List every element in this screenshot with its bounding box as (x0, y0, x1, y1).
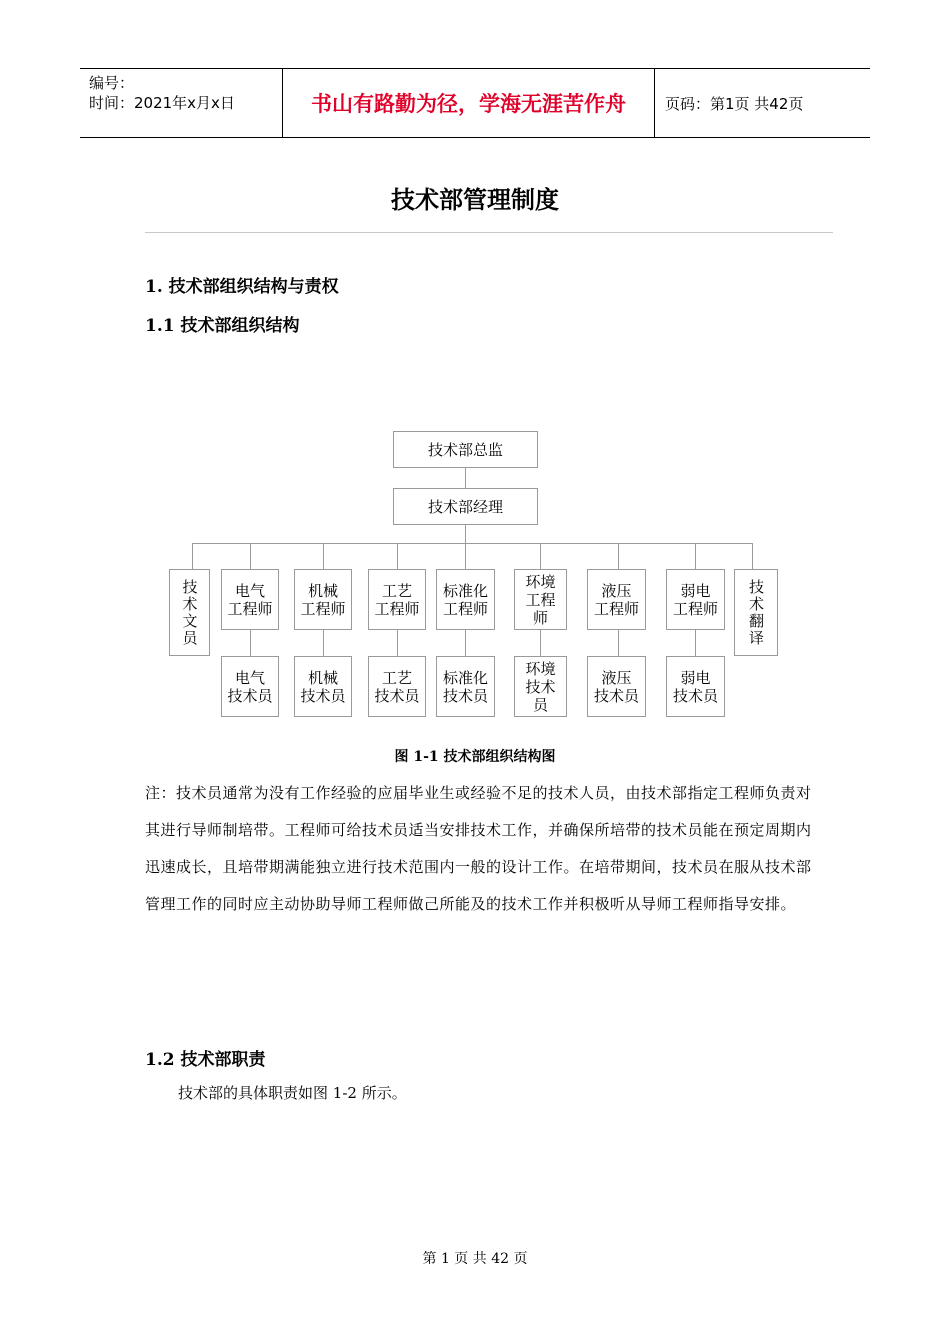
page-footer: 第 1 页 共 42 页 (422, 1251, 528, 1267)
org-engineer-box: 标准化 工程师 (436, 569, 495, 630)
figure-caption: 图 1-1 技术部组织结构图 (394, 749, 556, 765)
connector-eng-6 (618, 543, 619, 569)
org-engineer-box: 工艺 工程师 (368, 569, 426, 630)
org-engineer-box: 环境 工程 师 (514, 569, 567, 630)
section-1-1-heading: 1.1 技术部组织结构 (145, 316, 300, 336)
org-engineer-box: 机械 工程师 (294, 569, 352, 630)
header-page-info: 页码：第1页 共42页 (665, 94, 804, 113)
section-1-heading: 1. 技术部组织结构与责权 (145, 277, 339, 297)
connector-tech-7 (695, 630, 696, 656)
org-technician-box: 标准化 技术员 (436, 656, 495, 717)
org-manager-box: 技术部经理 (393, 488, 538, 525)
org-translator-label: 技术翻译 (747, 578, 765, 647)
org-technician-box: 液压 技术员 (587, 656, 646, 717)
header-meta (80, 69, 282, 137)
org-clerk-label: 技术文员 (180, 578, 199, 647)
org-technician-box: 机械 技术员 (294, 656, 352, 717)
date-label: 时间：2021年x月x日 (89, 94, 235, 112)
code-label: 编号： (89, 74, 135, 92)
connector-tech-5 (540, 630, 541, 656)
org-technician-box: 电气 技术员 (221, 656, 279, 717)
header-motto: 书山有路勤为径，学海无涯苦作舟 (282, 69, 655, 137)
connector-tech-1 (250, 630, 251, 656)
connector-eng-5 (540, 543, 541, 569)
org-technician-box: 环境 技术 员 (514, 656, 567, 717)
connector-tech-3 (397, 630, 398, 656)
connector-manager-bus (465, 525, 466, 543)
org-technician-box: 弱电 技术员 (666, 656, 725, 717)
connector-tech-6 (618, 630, 619, 656)
org-director-box: 技术部总监 (393, 431, 538, 468)
org-engineer-box: 弱电 工程师 (666, 569, 725, 630)
connector-clerk (192, 543, 193, 569)
note-paragraph: 注：技术员通常为没有工作经验的应届毕业生或经验不足的技术人员，由技术部指定工程师负责对其进行导师制培带。工程师可给技术员适当安排技术工作，并确保所培带的技术员能在预定周期内迅速成长，且培带期满能独立进行技术范围内一般的设计工作。在培带期间，技术员在服从技术部管理工作的同时应主动协助导师工程师做己所能及的技术工作并积极听从导师工程师指导安排。 (145, 784, 812, 913)
org-translator-box (734, 569, 778, 656)
section-1-2-heading: 1.2 技术部职责 (145, 1050, 266, 1070)
connector-tech-4 (465, 630, 466, 656)
connector-eng-7 (695, 543, 696, 569)
title-divider (145, 232, 833, 233)
org-clerk-box (169, 569, 210, 656)
org-engineer-box: 液压 工程师 (587, 569, 646, 630)
connector-director-manager (465, 468, 466, 488)
connector-eng-1 (250, 543, 251, 569)
document-title: 技术部管理制度 (391, 186, 559, 214)
connector-tech-2 (323, 630, 324, 656)
connector-horizontal-bus (192, 543, 752, 544)
org-engineer-box: 电气 工程师 (221, 569, 279, 630)
connector-eng-2 (323, 543, 324, 569)
section-1-2-text: 技术部的具体职责如图 1-2 所示。 (178, 1084, 407, 1102)
page-header (80, 68, 870, 138)
connector-eng-3 (397, 543, 398, 569)
org-technician-box: 工艺 技术员 (368, 656, 426, 717)
connector-eng-4 (465, 543, 466, 569)
connector-translator (752, 543, 753, 569)
